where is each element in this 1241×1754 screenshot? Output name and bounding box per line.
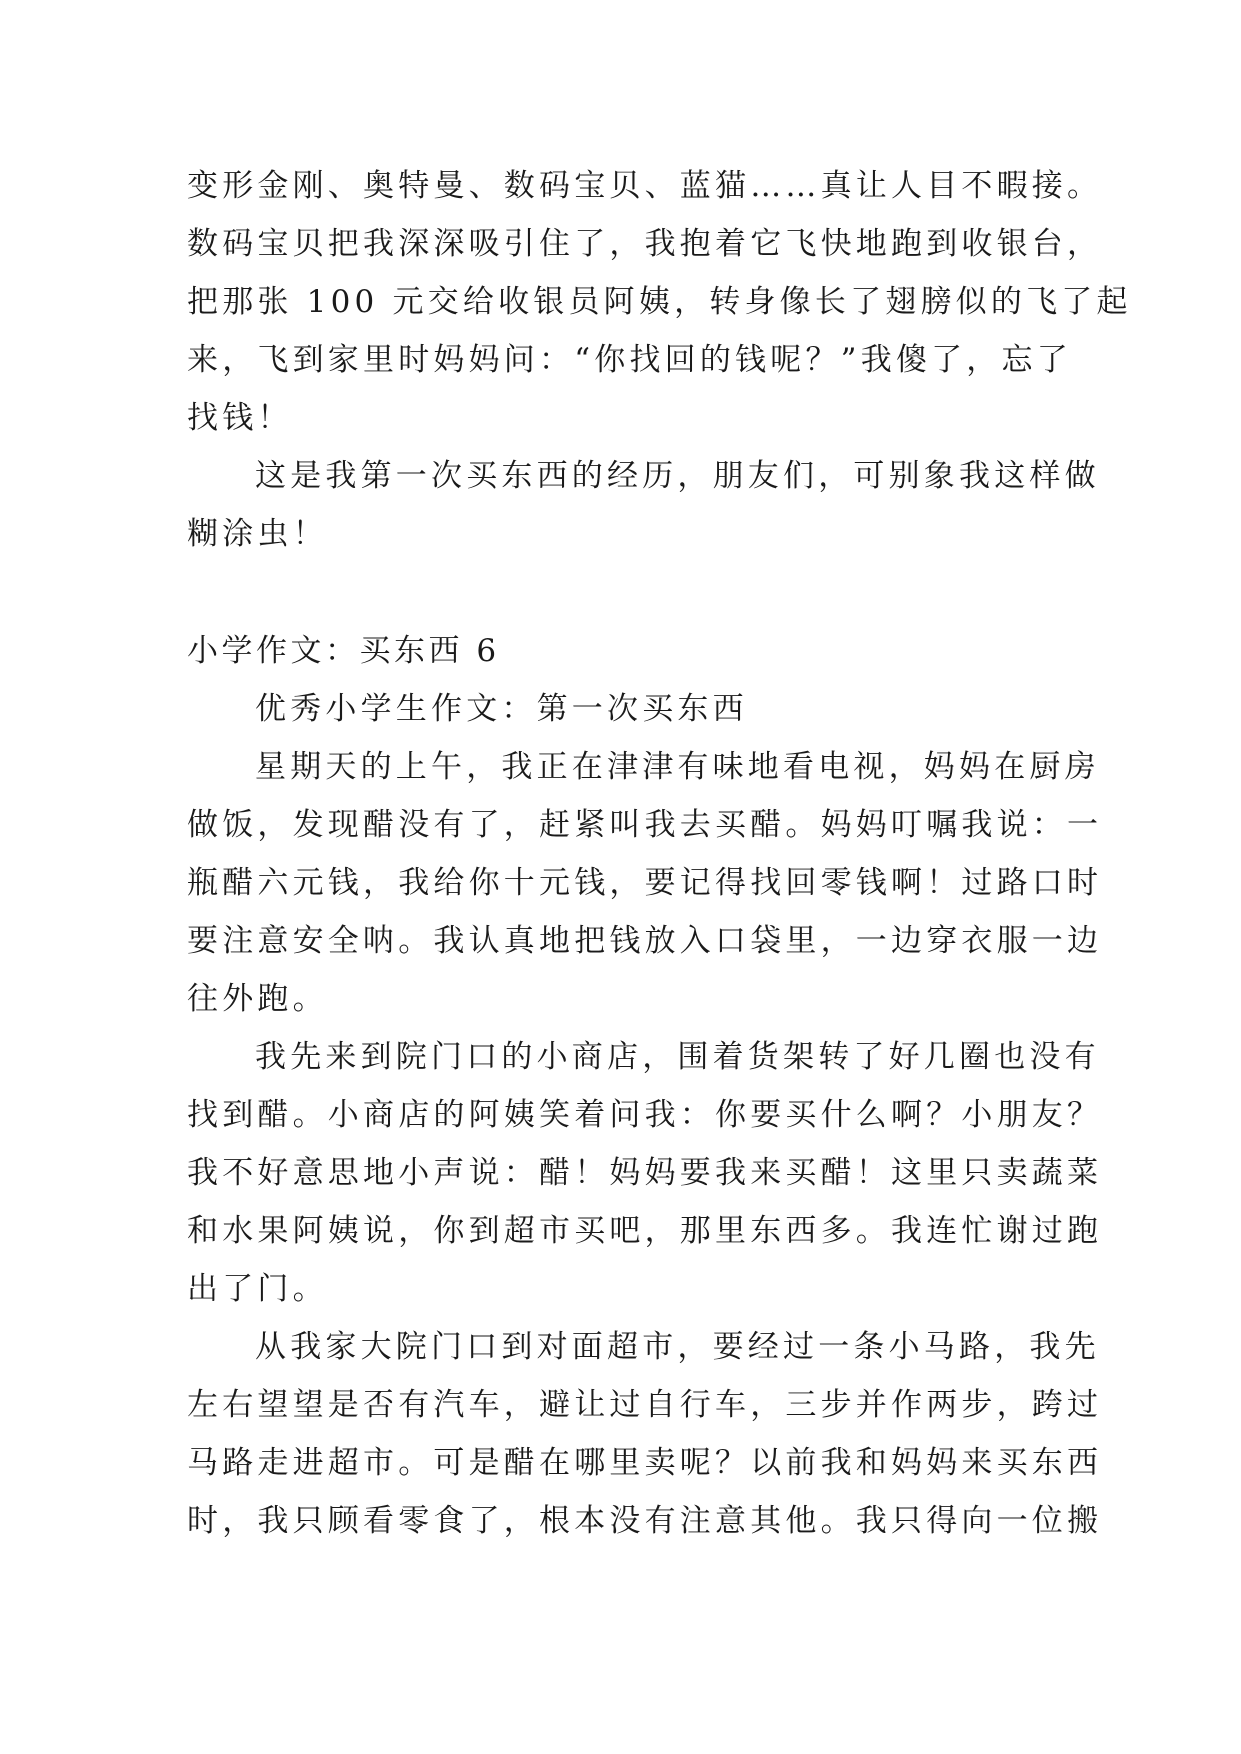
text-line: 做饭，发现醋没有了，赶紧叫我去买醋。妈妈叮嘱我说：一 <box>187 807 1103 843</box>
text-line: 糊涂虫！ <box>187 516 328 552</box>
paragraph-start-line: 这是我第一次买东西的经历，朋友们，可别象我这样做 <box>255 458 1100 494</box>
paragraph-start-line: 我先来到院门口的小商店，围着货架转了好几圈也没有 <box>255 1039 1100 1075</box>
text-line: 瓶醋六元钱，我给你十元钱，要记得找回零钱啊！过路口时 <box>187 865 1103 901</box>
section-title: 小学作文：买东西 6 <box>187 633 500 669</box>
text-line: 时，我只顾看零食了，根本没有注意其他。我只得向一位搬 <box>187 1503 1103 1539</box>
essay-subtitle: 优秀小学生作文：第一次买东西 <box>255 691 748 727</box>
text-line: 数码宝贝把我深深吸引住了，我抱着它飞快地跑到收银台， <box>187 226 1103 262</box>
text-line: 左右望望是否有汽车，避让过自行车，三步并作两步，跨过 <box>187 1387 1103 1423</box>
text-line: 和水果阿姨说，你到超市买吧，那里东西多。我连忙谢过跑 <box>187 1213 1103 1249</box>
text-line: 马路走进超市。可是醋在哪里卖呢？以前我和妈妈来买东西 <box>187 1445 1103 1481</box>
text-line: 来，飞到家里时妈妈问：“你找回的钱呢？”我傻了，忘了 <box>187 342 1072 378</box>
text-line: 我不好意思地小声说：醋！妈妈要我来买醋！这里只卖蔬菜 <box>187 1155 1103 1191</box>
paragraph-start-line: 从我家大院门口到对面超市，要经过一条小马路，我先 <box>255 1329 1100 1365</box>
text-line: 找到醋。小商店的阿姨笑着问我：你要买什么啊？小朋友？ <box>187 1097 1103 1133</box>
text-line: 变形金刚、奥特曼、数码宝贝、蓝猫……真让人目不暇接。 <box>187 168 1103 204</box>
text-line: 要注意安全呐。我认真地把钱放入口袋里，一边穿衣服一边 <box>187 923 1103 959</box>
text-line: 把那张 100 元交给收银员阿姨，转身像长了翅膀似的飞了起 <box>187 284 1132 320</box>
paragraph-start-line: 星期天的上午，我正在津津有味地看电视，妈妈在厨房 <box>255 749 1100 785</box>
text-line: 找钱！ <box>187 400 293 436</box>
text-line: 出了门。 <box>187 1271 328 1307</box>
text-line: 往外跑。 <box>187 981 328 1017</box>
